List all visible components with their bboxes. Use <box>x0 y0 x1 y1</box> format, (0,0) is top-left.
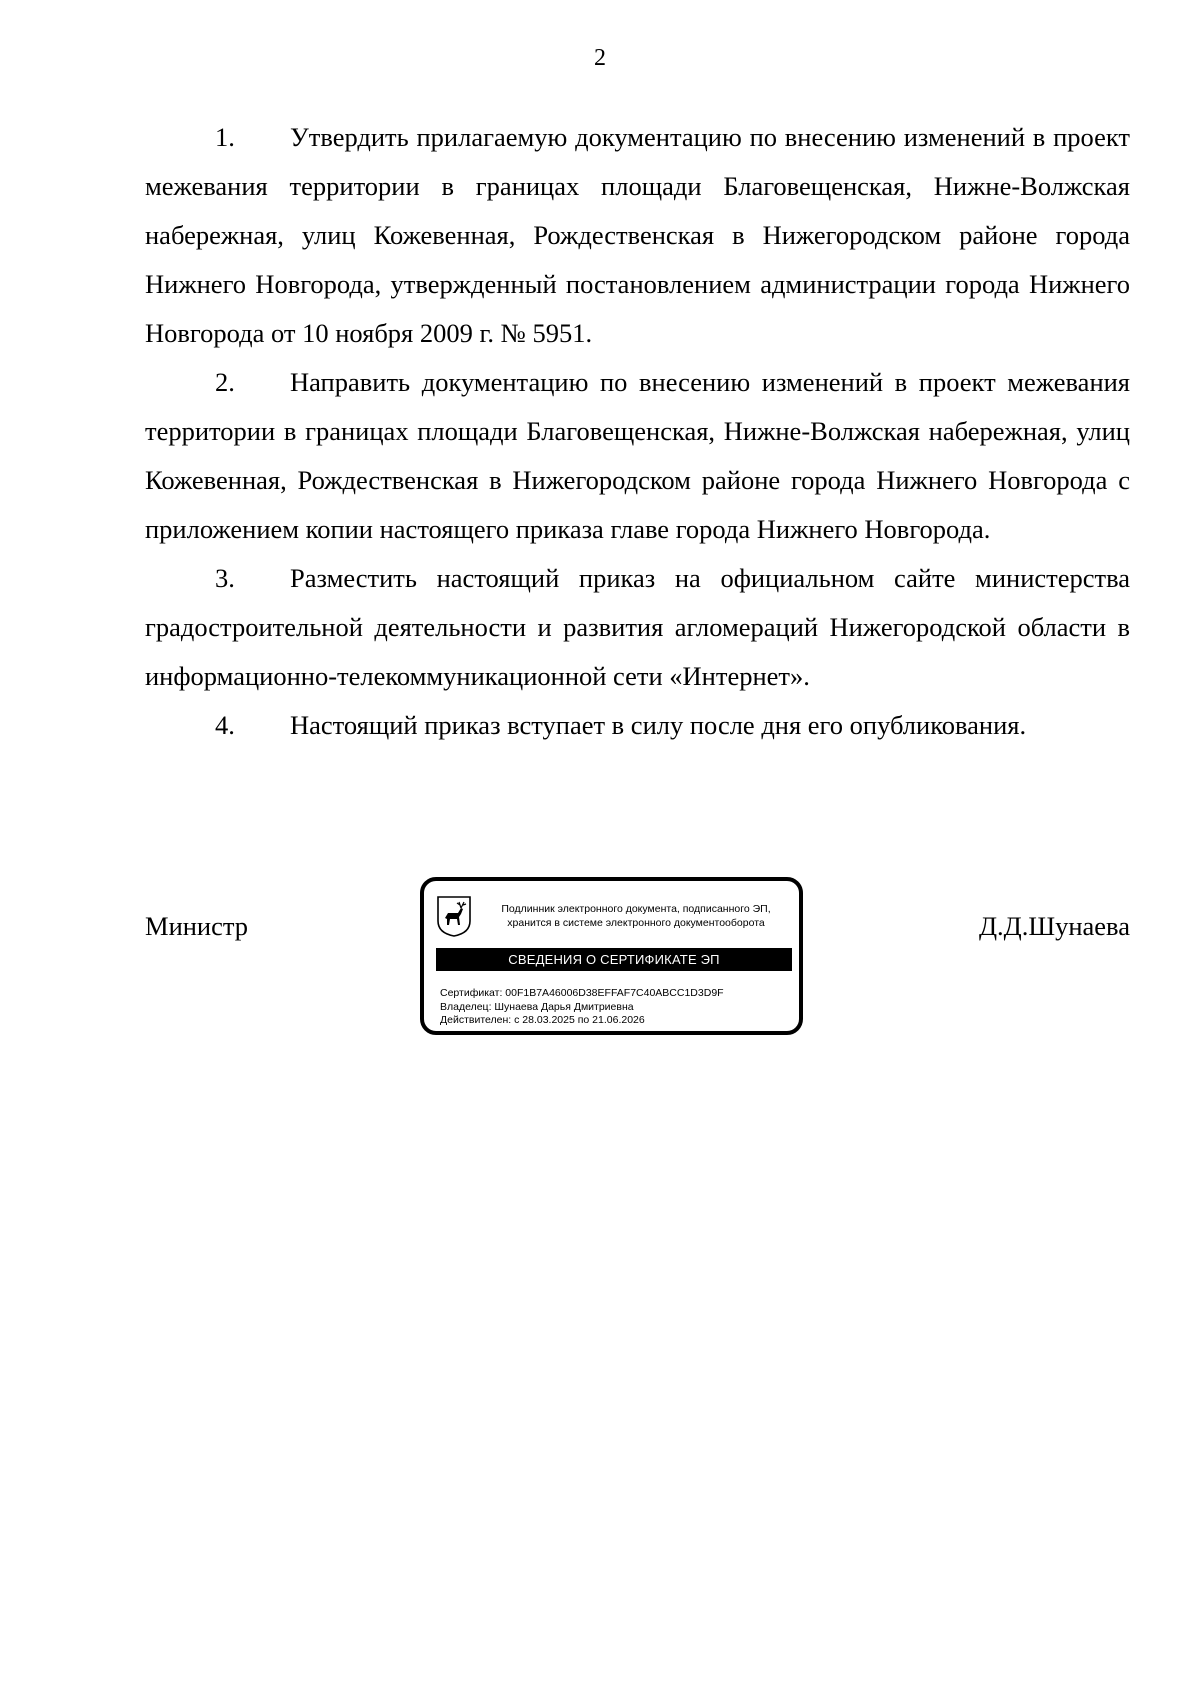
signatory-position: Министр <box>145 911 249 941</box>
order-item-text: Разместить настоящий приказ на официальном сайте министерства градостроительной деятельности и развития агломераций Нижегородской области в информационно-телекоммуникационной сети «Интернет». <box>145 563 1130 691</box>
order-item-text: Утвердить прилагаемую документацию по внесению изменений в проект межевания территории в границах площади Благовещенская, Нижне-Волжская набережная, улиц Кожевенная, Рождественская в Нижегородском районе города Нижнего Новгорода, утвержденный постановлением администрации города Нижнего Новгорода от 10 ноября 2009 г. № 5951. <box>145 122 1130 348</box>
stamp-owner: Владелец: Шунаева Дарья Дмитриевна <box>440 1000 634 1013</box>
signatory-name: Д.Д.Шунаева <box>978 911 1130 941</box>
order-item-text: Направить документацию по внесению изменений в проект межевания территории в границах площади Благовещенская, Нижне-Волжская набережная, улиц Кожевенная, Рождественская в Нижегородском районе города Нижнего Новгорода с приложением копии настоящего приказа главе города Нижнего Новгорода. <box>145 367 1130 544</box>
order-item-1 <box>145 113 1130 358</box>
page-number: 2 <box>594 45 606 71</box>
order-body <box>145 113 1130 750</box>
stamp-validity: Действителен: с 28.03.2025 по 21.06.2026 <box>440 1014 645 1026</box>
order-item-number: 3. <box>215 563 235 593</box>
order-item-3 <box>145 554 1130 701</box>
stamp-note-line: хранится в системе электронного документооборота <box>507 917 765 929</box>
stamp-details <box>440 987 724 1028</box>
stamp-certificate: Сертификат: 00F1B7A46006D38EFFAF7C40ABCC1D3D9F <box>440 987 724 999</box>
nizhny-novgorod-deer-emblem-icon <box>436 895 472 937</box>
stamp-note-line: Подлинник электронного документа, подписанного ЭП, <box>501 903 771 915</box>
order-item-4 <box>145 701 1130 750</box>
stamp-header: СВЕДЕНИЯ О СЕРТИФИКАТЕ ЭП <box>436 948 792 971</box>
order-item-number: 2. <box>215 367 235 397</box>
stamp-note <box>476 902 796 930</box>
order-item-number: 4. <box>215 710 235 740</box>
order-item-number: 1. <box>215 122 235 152</box>
electronic-signature-stamp <box>420 877 803 1035</box>
order-item-2 <box>145 358 1130 554</box>
order-item-text: Настоящий приказ вступает в силу после дня его опубликования. <box>290 710 1027 740</box>
